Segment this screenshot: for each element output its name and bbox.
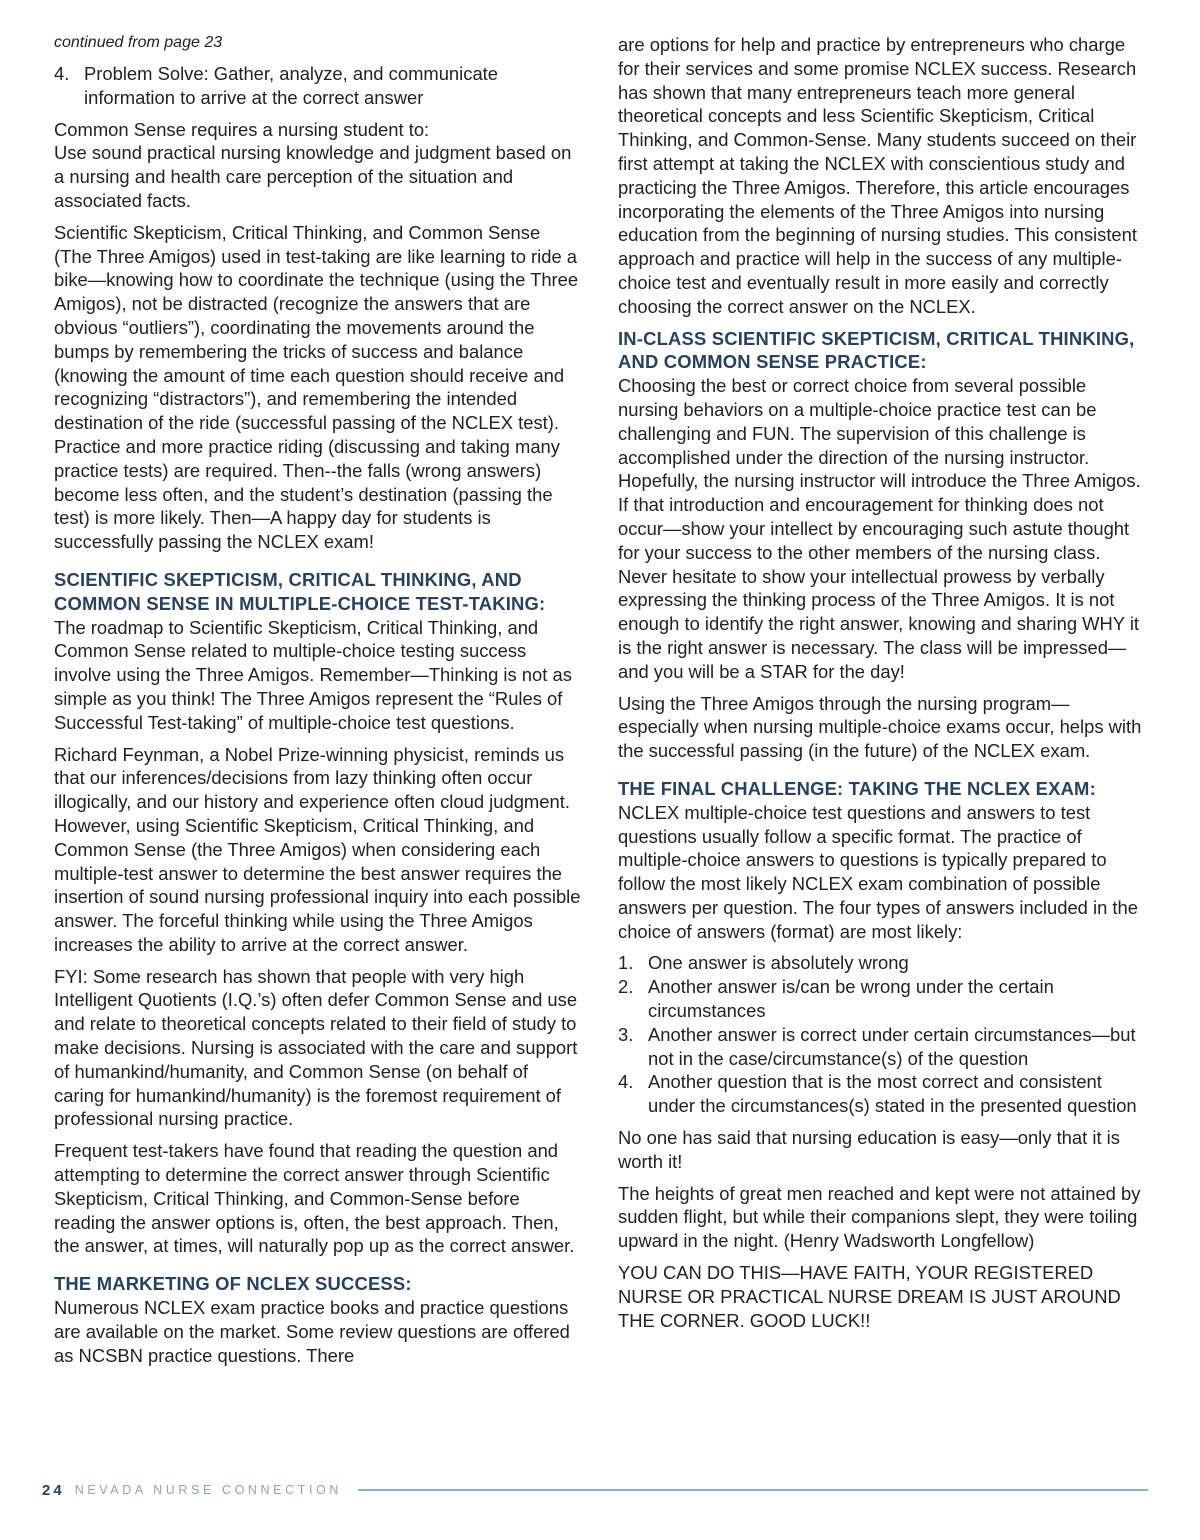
- left-column: [54, 32, 582, 1375]
- closing-encouragement: YOU CAN DO THIS—HAVE FAITH, YOUR REGISTERED NURSE OR PRACTICAL NURSE DREAM IS JUST AROUND THE CORNER. GOOD LUCK!!: [618, 1262, 1121, 1331]
- section-heading-marketing: THE MARKETING OF NCLEX SUCCESS:: [54, 1273, 412, 1295]
- list-item-text: Another answer is/can be wrong under the certain circumstances: [648, 976, 1054, 1022]
- in-class-paragraph: Choosing the best or correct choice from several possible nursing behaviors on a multiple-choice practice test can be challenging and FUN. The supervision of this challenge is accomplished under the direction of the nursing instructor. Hopefully, the nursing instructor will introduce the Three Amigos. If that introduction and encouragement for thinking does not occur—show your intellect by encouraging such astute thought for your success to the other members of the nursing class. Never hesitate to show your intellectual prowess by verbally expressing the thinking process of the Three Amigos. It is not enough to identify the right answer, knowing and sharing WHY it is the right answer is necessary. The class will be impressed—and you will be a STAR for the day!: [618, 375, 1141, 682]
- list-item-text: One answer is absolutely wrong: [648, 952, 909, 974]
- common-sense-paragraph: [54, 118, 582, 213]
- page-number: 24: [42, 1481, 65, 1499]
- common-sense-definition: Use sound practical nursing knowledge and judgment based on a nursing and health care perception of the situation and associated facts.: [54, 142, 572, 211]
- list-item-number: 2.: [618, 976, 634, 998]
- list-item-text: Another question that is the most correct and consistent under the circumstances(s) stated in the presented question: [648, 1071, 1137, 1117]
- right-column: [618, 33, 1148, 1340]
- marketing-paragraph: Numerous NCLEX exam practice books and practice questions are available on the market. Some review questions are offered as NCSBN practice questions. There: [54, 1297, 570, 1366]
- list-item: [54, 62, 582, 110]
- fyi-paragraph: FYI: Some research has shown that people with very high Intelligent Quotients (I.Q.’s) often defer Common Sense and use and relate to theoretical concepts related to their field of study to make decisions. Nursing is associated with the care and support of humankind/humanity, and Common Sense (on behalf of caring for humankind/humanity) is the foremost requirement of professional nursing practice.: [54, 965, 578, 1130]
- bike-analogy-paragraph: Scientific Skepticism, Critical Thinking, and Common Sense (The Three Amigos) used in test-taking are like learning to ride a bike—knowing how to coordinate the technique (using the Three Amigos), not be distracted (recognize the answers that are obvious “outliers”), coordinating the movements around the bumps by remembering the tricks of success and balance (knowing the amount of time each question should receive and recognizing “distractors”), and remembering the intended destination of the ride (successful passing of the NCLEX test). Practice and more practice riding (discussing and taking many practice tests) are required. Then--the falls (wrong answers) become less often, and the student’s destination (passing the test) is more likely. Then—A happy day for students is successfully passing the NCLEX exam!: [54, 221, 579, 553]
- common-sense-intro: Common Sense requires a nursing student to:: [54, 118, 430, 140]
- no-one-paragraph: No one has said that nursing education is easy—only that it is worth it!: [618, 1127, 1120, 1172]
- list-item-text: Problem Solve: Gather, analyze, and communicate information to arrive at the correct answer: [84, 63, 499, 108]
- footer-divider: [358, 1489, 1148, 1491]
- list-item: [618, 975, 1148, 1023]
- using-amigos-paragraph: Using the Three Amigos through the nursing program—especially when nursing multiple-choice exams occur, helps with the successful passing (in the future) of the NCLEX exam.: [618, 692, 1142, 762]
- list-item-number: 1.: [618, 952, 634, 974]
- section-heading-test-taking: SCIENTIFIC SKEPTICISM, CRITICAL THINKING, AND COMMON SENSE IN MULTIPLE-CHOICE TEST-TAKING:: [54, 568, 546, 614]
- section-heading-in-class: IN-CLASS SCIENTIFIC SKEPTICISM, CRITICAL THINKING, AND COMMON SENSE PRACTICE:: [618, 327, 1135, 373]
- roadmap-paragraph: The roadmap to Scientific Skepticism, Critical Thinking, and Common Sense related to multiple-choice testing success involve using the Three Amigos. Remember—Thinking is not as simple as you think! The Three Amigos represent the “Rules of Successful Test-taking” of multiple-choice test questions.: [54, 616, 572, 733]
- feynman-paragraph: Richard Feynman, a Nobel Prize-winning physicist, reminds us that our inferences/decisions from lazy thinking often occur illogically, and our history and experience often cloud judgment. However, using Scientific Skepticism, Critical Thinking, and Common Sense (the Three Amigos) when considering each multiple-test answer to determine the best answer requires the insertion of sound nursing professional inquiry into each possible answer. The forceful thinking while using the Three Amigos increases the ability to arrive at the correct answer.: [54, 743, 581, 955]
- longfellow-quote: The heights of great men reached and kept were not attained by sudden flight, but while their companions slept, they were toiling upward in the night. (Henry Wadsworth Longfellow): [618, 1182, 1141, 1252]
- list-item-text: Another answer is correct under certain circumstances—but not in the case/circumstance(s) of the question: [648, 1023, 1136, 1069]
- list-item-number: 4.: [54, 63, 70, 84]
- page-footer: [42, 1478, 1148, 1502]
- frequent-test-takers-paragraph: Frequent test-takers have found that reading the question and attempting to determine the correct answer through Scientific Skepticism, Critical Thinking, and Common-Sense before reading the answer options is, often, the best approach. Then, the answer, at times, will naturally pop up as the correct answer.: [54, 1140, 575, 1257]
- problem-solve-list: [54, 62, 582, 110]
- list-item-number: 3.: [618, 1023, 634, 1045]
- answer-types-list: [618, 951, 1148, 1118]
- list-item-number: 4.: [618, 1071, 634, 1093]
- list-item: [618, 951, 1148, 975]
- continued-note: continued from page 23: [54, 34, 223, 51]
- entrepreneurs-paragraph: are options for help and practice by entrepreneurs who charge for their services and some promise NCLEX success. Research has shown that many entrepreneurs teach more general theoretical concepts and less Scientific Skepticism, Critical Thinking, and Common-Sense. Many students succeed on their first attempt at taking the NCLEX with conscientious study and practicing the Three Amigos. Therefore, this article encourages incorporating the elements of the Three Amigos into nursing education from the beginning of nursing studies. This consistent approach and practice will help in the success of any multiple-choice test and eventually result in more easily and correctly choosing the correct answer on the NCLEX.: [618, 34, 1137, 317]
- section-heading-final-challenge: THE FINAL CHALLENGE: TAKING THE NCLEX EXAM:: [618, 777, 1096, 799]
- list-item: [618, 1023, 1148, 1071]
- magazine-name: NEVADA NURSE CONNECTION: [74, 1483, 343, 1497]
- final-challenge-paragraph: NCLEX multiple-choice test questions and answers to test questions usually follow a specific format. The practice of multiple-choice answers to questions is typically prepared to follow the most likely NCLEX exam combination of possible answers per question. The four types of answers included in the choice of answers (format) are most likely:: [618, 801, 1139, 942]
- list-item: [618, 1070, 1148, 1118]
